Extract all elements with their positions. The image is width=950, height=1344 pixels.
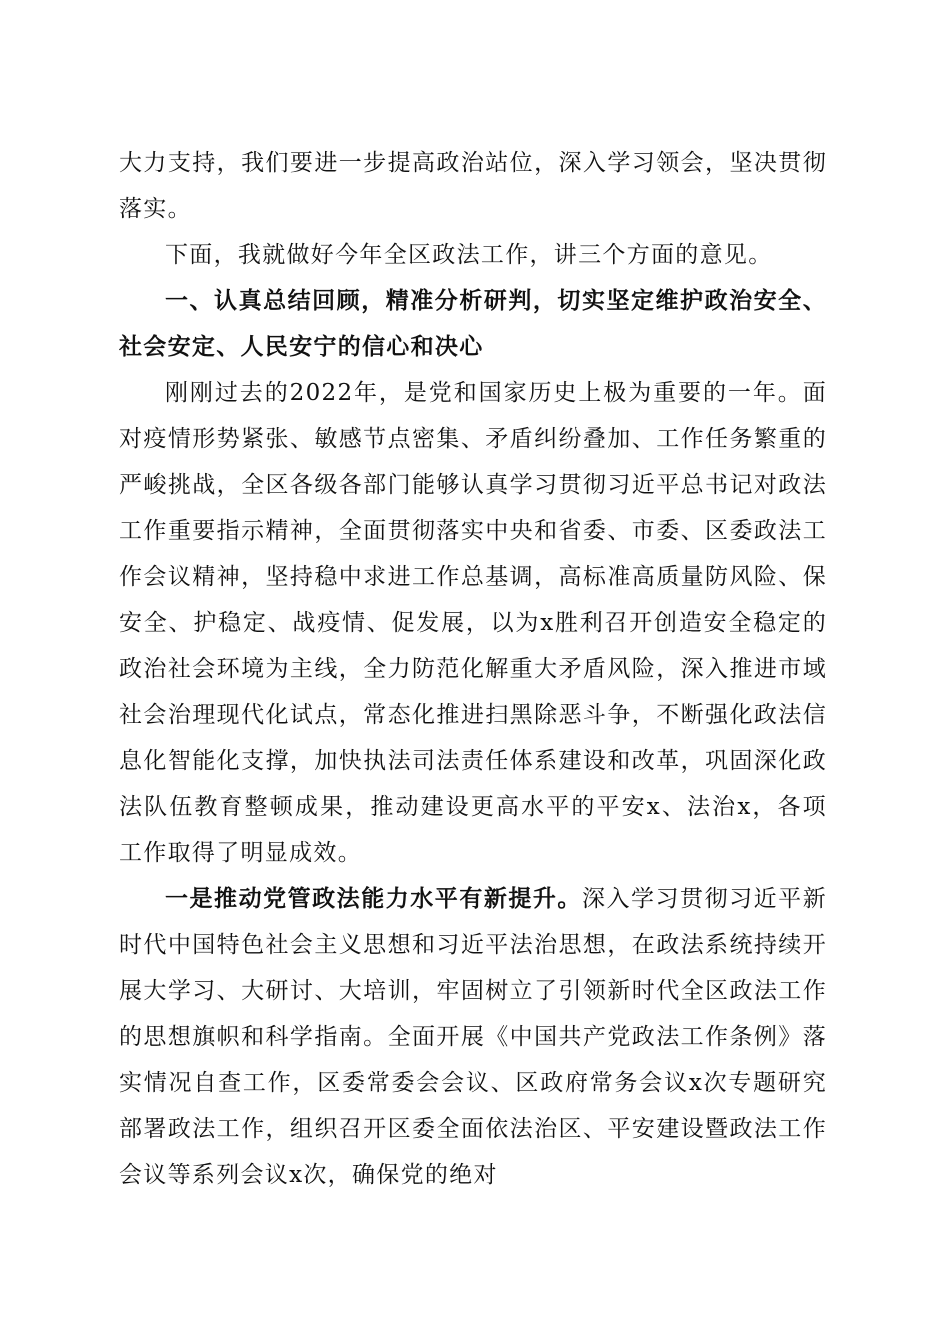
point-one-lead: 一是推动党管政法能力水平有新提升。 bbox=[165, 886, 582, 912]
document-body bbox=[119, 140, 827, 1198]
section-heading-1: 一、认真总结回顾，精准分析研判，切实坚定维护政治安全、社会安定、人民安宁的信心和决心 bbox=[119, 288, 827, 360]
paragraph-intro: 下面，我就做好今年全区政法工作，讲三个方面的意见。 bbox=[165, 242, 773, 268]
paragraph-continuation: 大力支持，我们要进一步提高政治站位，深入学习领会，坚决贯彻落实。 bbox=[119, 150, 827, 222]
paragraph-point-one bbox=[119, 876, 827, 1198]
paragraph-review-2022: 刚刚过去的2022年，是党和国家历史上极为重要的一年。面对疫情形势紧张、敏感节点密集、矛盾纠纷叠加、工作任务繁重的严峻挑战，全区各级各部门能够认真学习贯彻习近平总书记对政法工作重要指示精神，全面贯彻落实中央和省委、市委、区委政法工作会议精神，坚持稳中求进工作总基调，高标准高质量防风险、保安全、护稳定、战疫情、促发展，以为x胜利召开创造安全稳定的政治社会环境为主线，全力防范化解重大矛盾风险，深入推进市域社会治理现代化试点，常态化推进扫黑除恶斗争，不断强化政法信息化智能化支撑，加快执法司法责任体系建设和改革，巩固深化政法队伍教育整顿成果，推动建设更高水平的平安x、法治x，各项工作取得了明显成效。 bbox=[119, 380, 827, 866]
point-one-body: 深入学习贯彻习近平新时代中国特色社会主义思想和习近平法治思想，在政法系统持续开展大学习、大研讨、大培训，牢固树立了引领新时代全区政法工作的思想旗帜和科学指南。全面开展《中国共产党政法工作条例》落实情况自查工作，区委常委会会议、区政府常务会议x次专题研究部署政法工作，组织召开区委全面依法治区、平安建设暨政法工作会议等系列会议x次，确保党的绝对 bbox=[119, 886, 827, 1188]
